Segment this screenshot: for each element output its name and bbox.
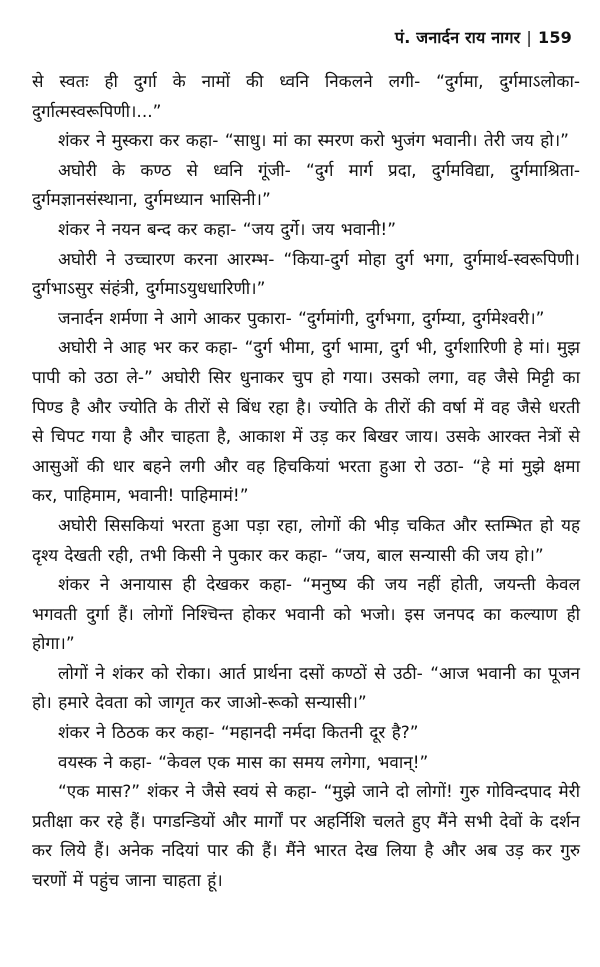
paragraph: वयस्क ने कहा- “केवल एक मास का समय लगेगा, भवान्!” (58, 752, 429, 773)
header-separator: | (526, 28, 532, 47)
paragraph: शंकर ने मुस्करा कर कहा- “साधु। मां का स्मरण करो भुजंग भवानी। तेरी जय हो।” (58, 131, 569, 152)
paragraph: शंकर ने ठिठक कर कहा- “महानदी नर्मदा कितनी दूर है?” (58, 723, 419, 744)
paragraph: “एक मास?” शंकर ने जैसे स्वयं से कहा- “मुझे जाने दो लोगों! गुरु गोविन्दपाद मेरी प्रतीक्षा कर रहे हैं। पगडन्डियों और मार्गों पर अहर्निशि चलते हुए मैंने सभी देवों के दर्शन कर लिये हैं। अनेक नदियां पार की हैं। मैंने भारत देख लिया है और अब उड़ कर गुरु चरणों में पहुंच जाना चाहता हूं। (32, 782, 580, 892)
paragraph: से स्वतः ही दुर्गा के नामों की ध्वनि निकलने लगी- “दुर्गमा, दुर्गमाऽलोका-दुर्गात्मस्वरूपिणी।...” (32, 72, 580, 122)
paragraph: अघोरी के कण्ठ से ध्वनि गूंजी- “दुर्ग मार्ग प्रदा, दुर्गमविद्या, दुर्गमाश्रिता-दुर्गमज्ञानसंस्थाना, दुर्गमध्यान भासिनी।” (32, 160, 580, 211)
paragraph: अघोरी ने आह भर कर कहा- “दुर्ग भीमा, दुर्ग भामा, दुर्ग भी, दुर्गशारिणी हे मां। मुझ पापी को उठा ले-” अघोरी सिर धुनाकर चुप हो गया। उसको लगा, वह जैसे मिट्टी का पिण्ड है और ज्योति के तीरों से बिंध रहा है। ज्योति के तीरों की वर्षा में वह जैसे धरती से चिपट गया है और चाहता है, आकाश में उड़ कर बिखर जाय। उसके आरक्त नेत्रों से आसुओं की धार बहने लगी और वह हिचकियां भरता हुआ रो उठा- “हे मां मुझे क्षमा कर, पाहिमाम, भवानी! पाहिमामं!” (32, 338, 580, 507)
paragraph: जनार्दन शर्मणा ने आगे आकर पुकारा- “दुर्गमांगी, दुर्गभगा, दुर्गम्या, दुर्गमेश्वरी।” (58, 308, 545, 329)
page-body (32, 68, 580, 897)
paragraph: अघोरी सिसकियां भरता हुआ पड़ा रहा, लोगों की भीड़ चकित और स्तम्भित हो यह दृश्य देखती रही, तभी किसी ने पुकार कर कहा- “जय, बाल सन्यासी की जय हो।” (32, 515, 580, 566)
running-header (395, 26, 572, 48)
paragraph: शंकर ने अनायास ही देखकर कहा- “मनुष्य की जय नहीं होती, जयन्ती केवल भगवती दुर्गा हैं। लोगों निश्चिन्त होकर भवानी को भजो। इस जनपद का कल्याण ही होगा।” (32, 575, 580, 655)
author-name: पं. जनार्दन राय नागर (394, 28, 521, 47)
paragraph: अघोरी ने उच्चारण करना आरम्भ- “किया-दुर्ग मोहा दुर्ग भगा, दुर्गमार्थ-स्वरूपिणी। दुर्गभाऽसुर संहंत्री, दुर्गमाऽयुधधारिणी।” (32, 249, 580, 300)
paragraph: लोगों ने शंकर को रोका। आर्त प्रार्थना दसों कण्ठों से उठी- “आज भवानी का पूजन हो। हमारे देवता को जागृत कर जाओ-रूको सन्यासी।” (32, 663, 580, 714)
page-header (0, 0, 600, 58)
page-number: 159 (538, 28, 572, 47)
paragraph: शंकर ने नयन बन्द कर कहा- “जय दुर्गे। जय भवानी!” (58, 219, 397, 240)
